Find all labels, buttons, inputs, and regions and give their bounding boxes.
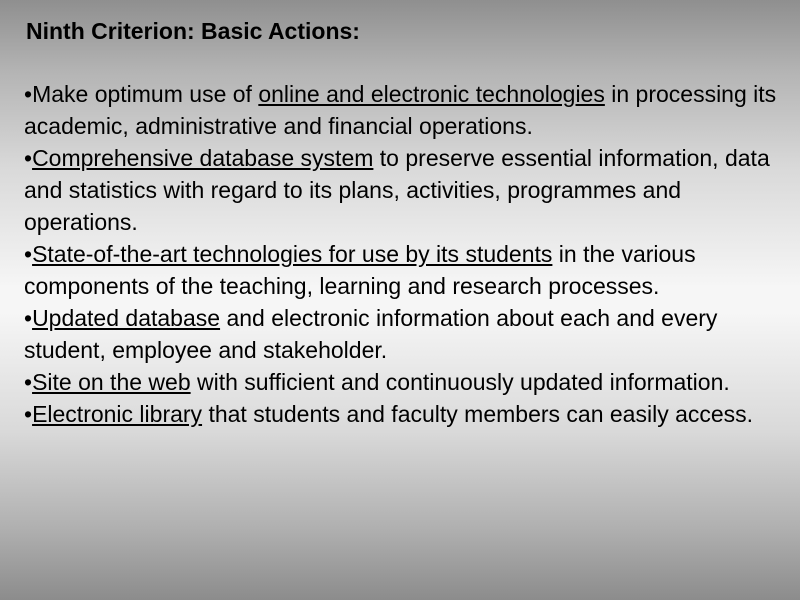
bullet-underlined-text: Electronic library — [32, 401, 203, 427]
bullet-text: in processing its academic, administrative and financial operations. — [24, 81, 777, 139]
bullet-item — [24, 142, 784, 238]
bullet-text: with sufficient and continuously updated information. — [190, 369, 730, 395]
bullet-underlined-text: online and electronic technologies — [258, 81, 605, 107]
slide-title: Ninth Criterion: Basic Actions: — [26, 18, 360, 44]
bullet-text: that students and faculty members can easily access. — [202, 401, 754, 427]
bullet-text: and electronic information about each and every student, employee and stakeholder. — [24, 305, 718, 363]
bullet-item — [24, 302, 784, 366]
bullet-item — [24, 398, 784, 430]
bullet-marker: • — [24, 401, 33, 427]
bullet-marker: • — [24, 369, 33, 395]
bullet-underlined-text: Comprehensive database system — [32, 145, 374, 171]
bullet-list — [24, 78, 784, 430]
bullet-marker: • — [24, 81, 33, 107]
bullet-underlined-text: Updated database — [32, 305, 221, 331]
bullet-text: in the various components of the teaching, learning and research processes. — [24, 241, 696, 299]
bullet-marker: • — [24, 145, 33, 171]
bullet-text: to preserve essential information, data and statistics with regard to its plans, activities, programmes and operations. — [24, 145, 770, 235]
bullet-lead-text: Make optimum use of — [32, 81, 259, 107]
bullet-item — [24, 366, 784, 398]
bullet-underlined-text: State-of-the-art technologies for use by its students — [32, 241, 553, 267]
bullet-marker: • — [24, 305, 33, 331]
bullet-item — [24, 78, 784, 142]
bullet-item — [24, 238, 784, 302]
bullet-underlined-text: Site on the web — [32, 369, 191, 395]
bullet-marker: • — [24, 241, 33, 267]
